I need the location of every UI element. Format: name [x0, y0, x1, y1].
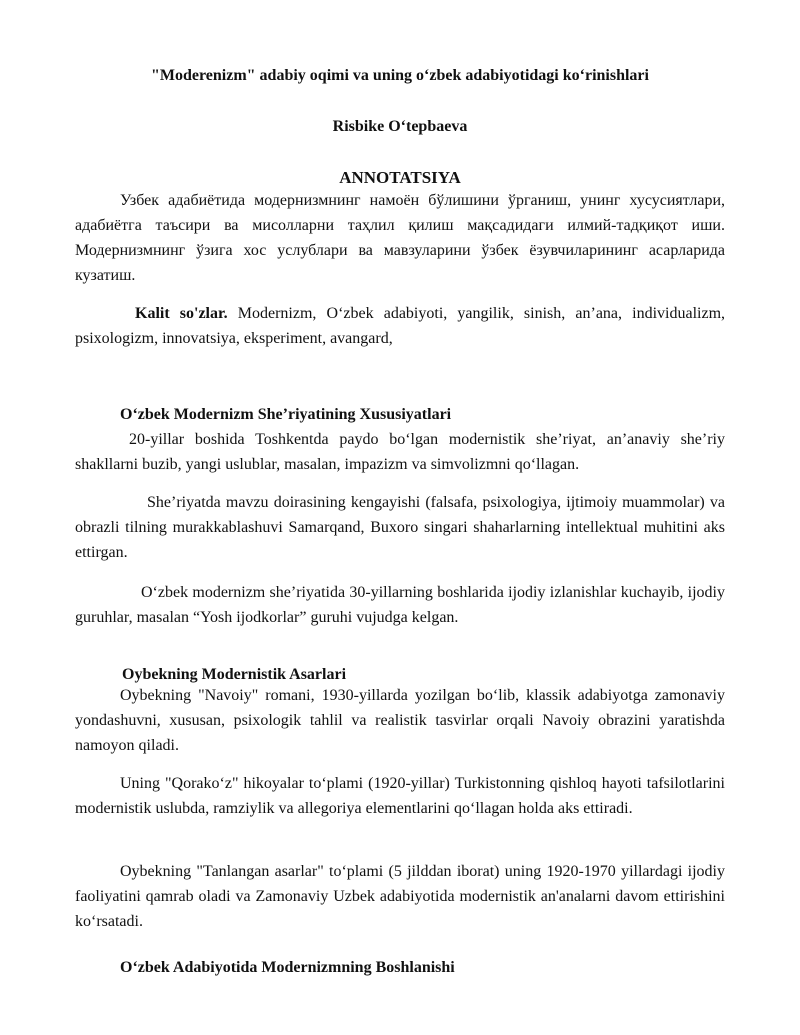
- keywords-paragraph: [75, 301, 725, 351]
- keywords-label: Kalit so'zlar.: [135, 305, 228, 322]
- section-paragraph: O‘zbek modernizm she’riyatida 30-yillarning boshlarida ijodiy izlanishlar kuchayib, ijodiy guruhlar, masalan “Yosh ijodkorlar” guruhi vujudga kelgan.: [75, 584, 725, 626]
- section-heading: O‘zbek Modernizm She’riyatining Xususiyatlari: [120, 406, 452, 423]
- section-paragraph: Uning "Qorako‘z" hikoyalar to‘plami (1920-yillar) Turkistonning qishloq hayoti tafsilotlarini modernistik uslubda, ramziylik va allegoriya elementlarini qo‘llagan holda aks ettiradi.: [75, 775, 725, 817]
- abstract-text: Узбек адабиётида модернизмнинг намоён бўлишини ўрганиш, унинг хусусиятлари, адабиётга таъсири ва мисолларни таҳлил қилиш мақсадидаги илмий-тадқиқот иши. Модернизмнинг ўзига хос услублари ва мавзуларини ўзбек ёзувчиларининг асарларида кузатиш.: [75, 192, 725, 284]
- section-paragraph: Oybekning "Navoiy" romani, 1930-yillarda yozilgan bo‘lib, klassik adabiyotga zamonaviy yondashuvni, xususan, psixologik tahlil va realistik tasvirlar orqali Navoiy obrazini yaratishda namoyon qiladi.: [75, 687, 725, 754]
- section-paragraph: Oybekning "Tanlangan asarlar" to‘plami (5 jilddan iborat) uning 1920-1970 yillardagi ijodiy faoliyatini qamrab oladi va Zamonaviy Uzbek adabiyotida modernistik an'analarni davom ettirishini ko‘rsatadi.: [75, 863, 725, 930]
- section-paragraph: She’riyatda mavzu doirasining kengayishi (falsafa, psixologiya, ijtimoiy muammolar) va obrazli tilning murakkablashuvi Samarqand, Buxoro singari shaharlarning intellektual muhitini aks ettirgan.: [75, 494, 725, 561]
- section-heading: Oybekning Modernistik Asarlari: [122, 666, 347, 683]
- keywords-list: Modernizm, O‘zbek adabiyoti, yangilik, sinish, an’ana, individualizm, psixologizm, innovatsiya, eksperiment, avangard,: [75, 305, 726, 347]
- section-heading: O‘zbek Adabiyotida Modernizmning Boshlanishi: [120, 959, 455, 976]
- paper-title: "Moderenizm" adabiy oqimi va uning o‘zbek adabiyotidagi ko‘rinishlari: [151, 67, 649, 84]
- author-name: Risbike O‘tepbaeva: [332, 118, 468, 135]
- abstract-heading: ANNOTATSIYA: [339, 168, 461, 187]
- section-paragraph: 20-yillar boshida Toshkentda paydo bo‘lgan modernistik she’riyat, an’anaviy she’riy shakllarni buzib, yangi uslublar, masalan, impazizm va simvolizmni qo‘llagan.: [75, 431, 725, 473]
